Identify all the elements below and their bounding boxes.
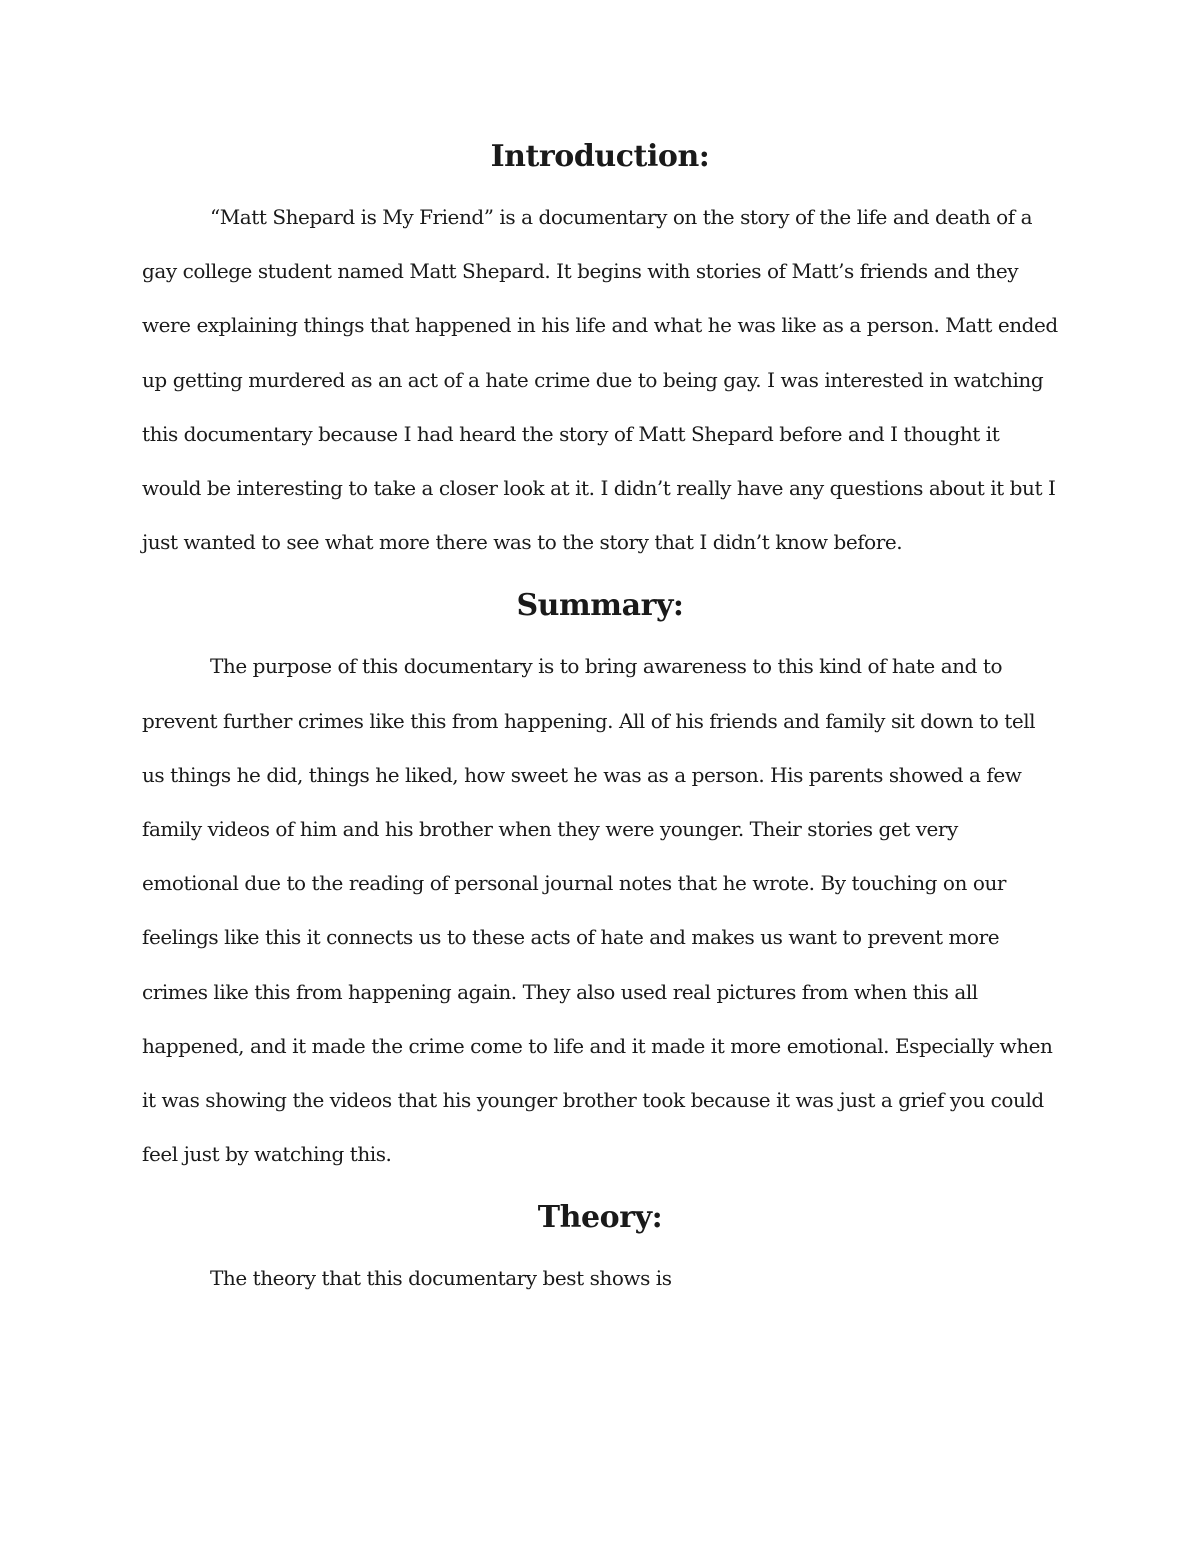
theory-paragraph: The theory that this documentary best shows is (210, 1266, 672, 1291)
summary-paragraph: The purpose of this documentary is to bring awareness to this kind of hate and to prevent further crimes like this from happening. All of his friends and family sit down to tell us things he did, things he liked, how sweet he was as a person. His parents showed a few family videos of him and his brother when they were younger. Their stories get very emotional due to the reading of personal journal notes that he wrote. By touching on our feelings like this it connects us to these acts of hate and makes us want to prevent more crimes like this from happening again. They also used real pictures from when this all happened, and it made the crime come to life and it made it more emotional. Especially when it was showing the videos that his younger brother took because it was just a grief you could feel just by watching this. (142, 654, 1053, 1167)
theory-heading: Theory: (537, 1200, 663, 1236)
document-body (142, 128, 1058, 1306)
summary-heading: Summary: (516, 588, 684, 624)
introduction-heading: Introduction: (490, 139, 710, 174)
introduction-paragraph: “Matt Shepard is My Friend” is a documentary on the story of the life and death of a gay college student named Matt Shepard. It begins with stories of Matt’s friends and they were explaining things that happened in his life and what he was like as a person. Matt ended up getting murdered as an act of a hate crime due to being gay. I was interested in watching this documentary because I had heard the story of Matt Shepard before and I thought it would be interesting to take a closer look at it. I didn’t really have any questions about it but I just wanted to see what more there was to the story that I didn’t know before. (142, 205, 1058, 555)
